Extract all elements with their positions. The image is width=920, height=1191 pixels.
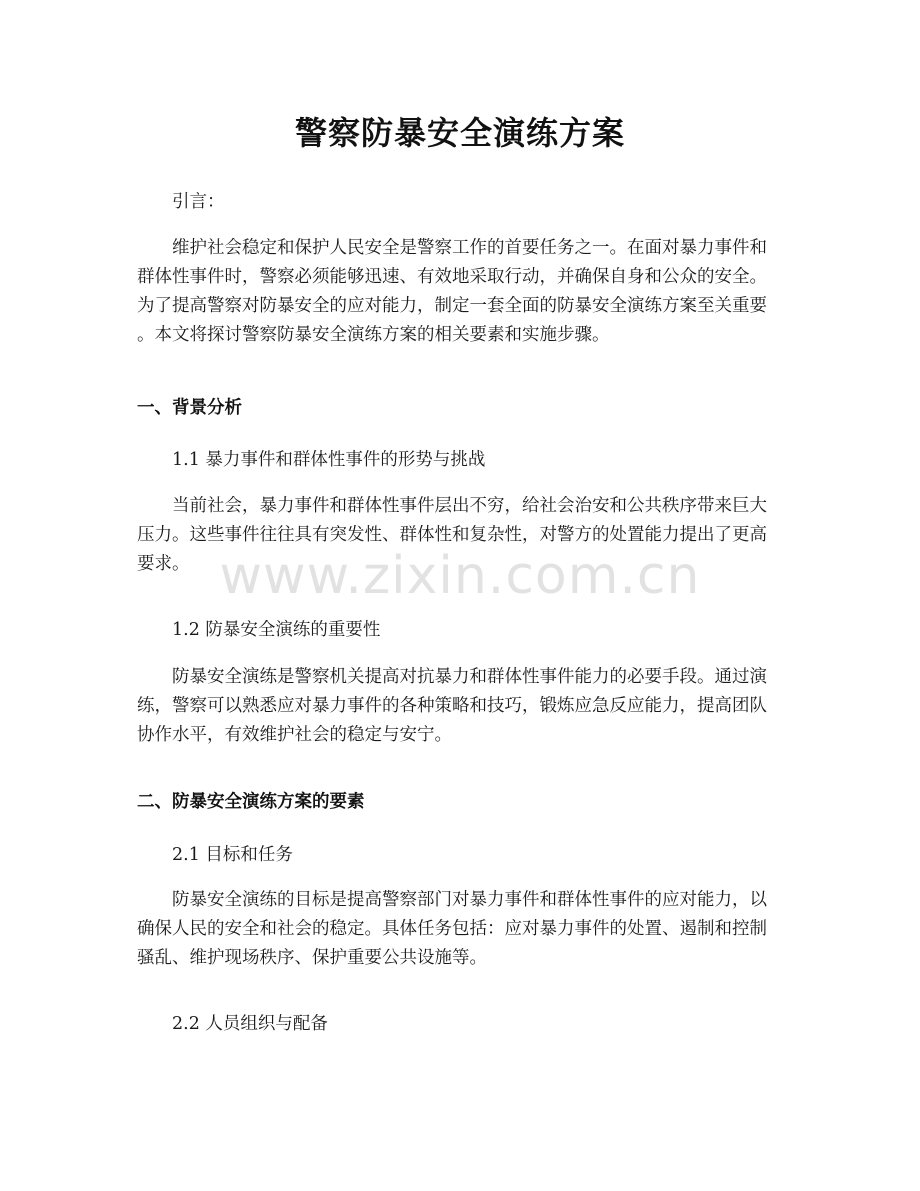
paragraph-line: 要求。 (137, 554, 190, 574)
paragraph-line: 骚乱、维护现场秩序、保护重要公共设施等。 (137, 948, 487, 968)
section-heading-elements: 二、防暴安全演练方案的要素 (137, 792, 365, 812)
paragraph-line: 防暴安全演练的目标是提高警察部门对暴力事件和群体性事件的应对能力，以 (172, 890, 767, 910)
intro-paragraph (137, 234, 787, 350)
paragraph-line: 练，警察可以熟悉应对暴力事件的各种策略和技巧，锻炼应急反应能力，提高团队 (137, 696, 767, 716)
paragraph-1-2 (137, 663, 787, 750)
subsection-heading-1-1: 1.1 暴力事件和群体性事件的形势与挑战 (172, 450, 486, 470)
subsection-heading-1-2: 1.2 防暴安全演练的重要性 (172, 620, 381, 640)
paragraph-line: 防暴安全演练是警察机关提高对抗暴力和群体性事件能力的必要手段。通过演 (172, 667, 767, 687)
paragraph-line: 确保人民的安全和社会的稳定。具体任务包括：应对暴力事件的处置、遏制和控制 (137, 919, 767, 939)
intro-label: 引言： (172, 192, 225, 212)
paragraph-line: 群体性事件时，警察必须能够迅速、有效地采取行动，并确保自身和公众的安全。 (137, 267, 767, 287)
section-heading-background: 一、背景分析 (137, 398, 242, 418)
paragraph-2-1 (137, 886, 787, 973)
paragraph-line: 维护社会稳定和保护人民安全是警察工作的首要任务之一。在面对暴力事件和 (172, 238, 767, 258)
paragraph-line: 协作水平，有效维护社会的稳定与安宁。 (137, 725, 452, 745)
watermark: www.zixin.com.cn (219, 546, 701, 606)
subsection-heading-2-1: 2.1 目标和任务 (172, 845, 293, 865)
document-title: 警察防暴安全演练方案 (294, 114, 625, 152)
paragraph-1-1 (137, 492, 787, 579)
paragraph-line: 压力。这些事件往往具有突发性、群体性和复杂性，对警方的处置能力提出了更高 (137, 525, 767, 545)
subsection-heading-2-2: 2.2 人员组织与配备 (172, 1014, 328, 1034)
paragraph-line: 为了提高警察对防暴安全的应对能力，制定一套全面的防暴安全演练方案至关重要 (137, 296, 767, 316)
paragraph-line: 当前社会，暴力事件和群体性事件层出不穷，给社会治安和公共秩序带来巨大 (172, 496, 767, 516)
paragraph-line: 。本文将探讨警察防暴安全演练方案的相关要素和实施步骤。 (137, 325, 610, 345)
